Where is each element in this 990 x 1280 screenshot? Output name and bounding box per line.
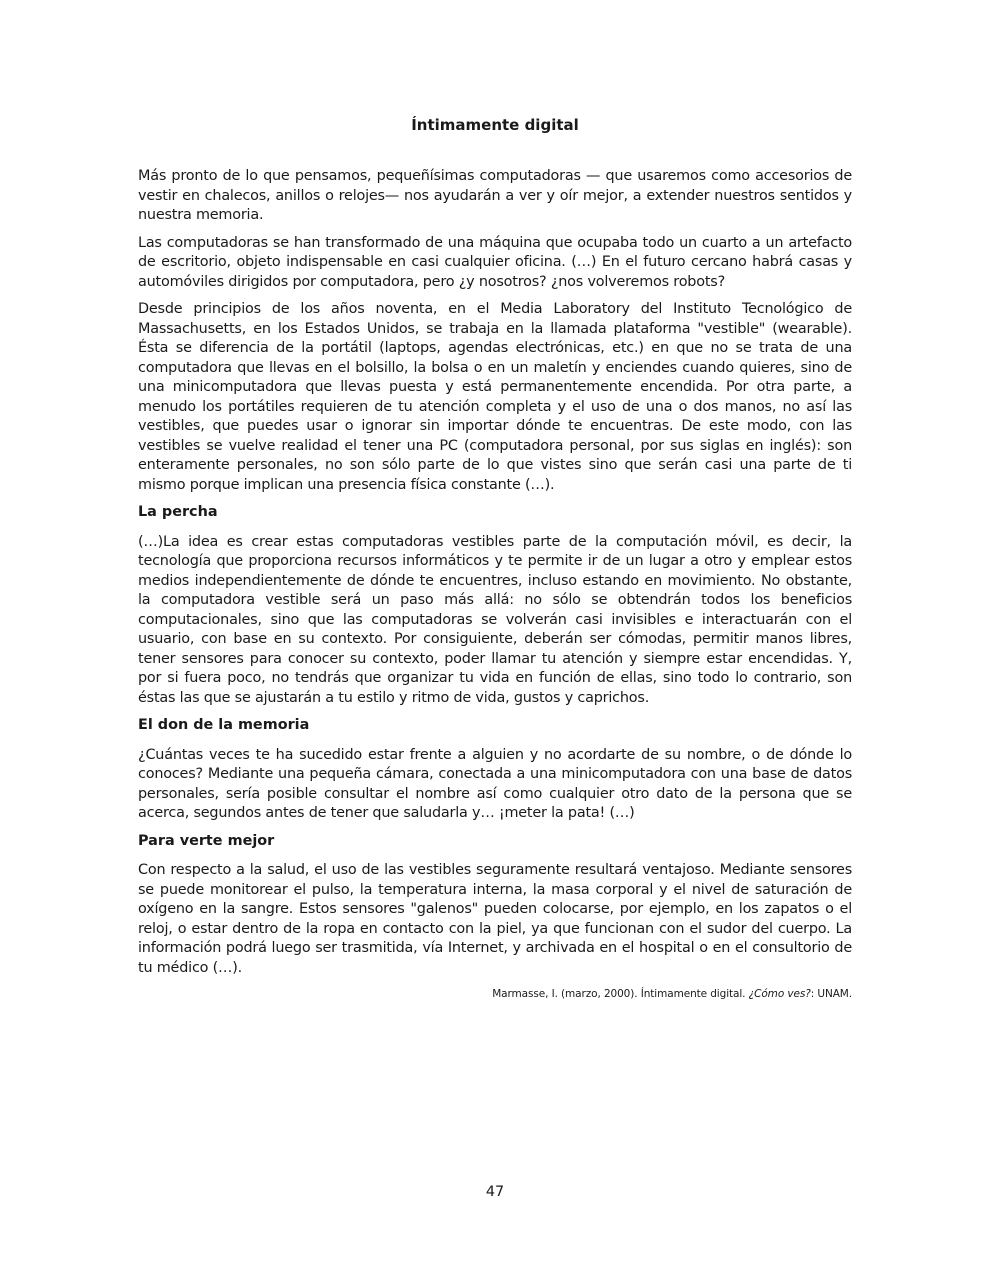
subheading-memory: El don de la memoria bbox=[138, 717, 310, 733]
document-page bbox=[138, 113, 852, 1002]
citation-suffix: : UNAM. bbox=[810, 988, 852, 1000]
paragraph-health: Con respecto a la salud, el uso de las vestibles seguramente resultará ventajoso. Mediante sensores se puede monitorear el pulso, la temperatura interna, la masa corporal y el nivel de saturación de oxígeno en la sangre. Estos sensores "galenos" pueden colocarse, por ejemplo, en los zapatos o el reloj, o estar dentro de la ropa en contacto con la piel, ya que funcionan con el sudor del cuerpo. La información podrá luego ser trasmitida, vía Internet, y archivada en el hospital o en el consultorio de tu médico (…). bbox=[138, 862, 852, 976]
page-number: 47 bbox=[485, 1184, 505, 1200]
subheading-see-better: Para verte mejor bbox=[138, 832, 275, 849]
article-title: Íntimamente digital bbox=[411, 116, 579, 134]
citation-prefix: Marmasse, I. (marzo, 2000). Íntimamente digital. bbox=[492, 988, 749, 1000]
citation-source: ¿Cómo ves? bbox=[748, 988, 811, 1000]
subheading-la-percha: La percha bbox=[138, 504, 218, 520]
paragraph-intro: Más pronto de lo que pensamos, pequeñísimas computadoras — que usaremos como accesorios de vestir en chalecos, anillos o relojes— nos ayudarán a ver y oír mejor, a extender nuestros sentidos y nuestra memoria. bbox=[138, 168, 852, 223]
paragraph-memory: ¿Cuántas veces te ha sucedido estar frente a alguien y no acordarte de su nombre, o de dónde lo conoces? Mediante una pequeña cámara, conectada a una minicomputadora con una base de datos personales, sería posible consultar el nombre así como cualquier otro dato de la persona que se acerca, segundos antes de tener que saludarla y… ¡meter la pata! (…) bbox=[138, 746, 852, 821]
paragraph-wearable-platform: Desde principios de los años noventa, en el Media Laboratory del Instituto Tecnológico de Massachusetts, en los Estados Unidos, se trabaja en la llamada plataforma "vestible" (wearable). Ésta se diferencia de la portátil (laptops, agendas electrónicas, etc.) en que no se trata de una computadora que llevas en el bolsillo, la bolsa o en un maletín y enciendes cuando quieres, sino de una minicomputadora que llevas puesta y está permanentemente encendida. Por otra parte, a menudo los portátiles requieren de tu atención completa y el uso de una o dos manos, no así las vestibles, que puedes usar o ignorar sin importar dónde te encuentras. De este modo, con las vestibles se vuelve realidad el tener una PC (computadora personal, por sus siglas en inglés): son enteramente personales, no son sólo parte de lo que vistes sino que serán casi una parte de ti mismo porque implican una presencia física constante (…). bbox=[138, 301, 852, 493]
paragraph-computers-evolution: Las computadoras se han transformado de una máquina que ocupaba todo un cuarto a un artefacto de escritorio, objeto indispensable en casi cualquier oficina. (…) En el futuro cercano habrá casas y automóviles dirigidos por computadora, pero ¿y nosotros? ¿nos volveremos robots? bbox=[138, 234, 852, 290]
paragraph-mobile-computing: (…)La idea es crear estas computadoras vestibles parte de la computación móvil, es decir, la tecnología que proporciona recursos informáticos y te permite ir de un lugar a otro y emplear estos medios independientemente de dónde te encuentres, incluso estando en movimiento. No obstante, la computadora vestible será un paso más allá: no sólo se obtendrán todos los beneficios computacionales, sino que las computadoras se volverán casi invisibles e interactuarán con el usuario, con base en su contexto. Por consiguiente, deberán ser cómodas, permitir manos libres, tener sensores para conocer su contexto, poder llamar tu atención y siempre estar encendidas. Y, por si fuera poco, no tendrás que organizar tu vida en función de ellas, sino todo lo contrario, son éstas las que se ajustarán a tu estilo y ritmo de vida, gustos y caprichos. bbox=[138, 533, 852, 706]
citation bbox=[138, 986, 852, 1002]
